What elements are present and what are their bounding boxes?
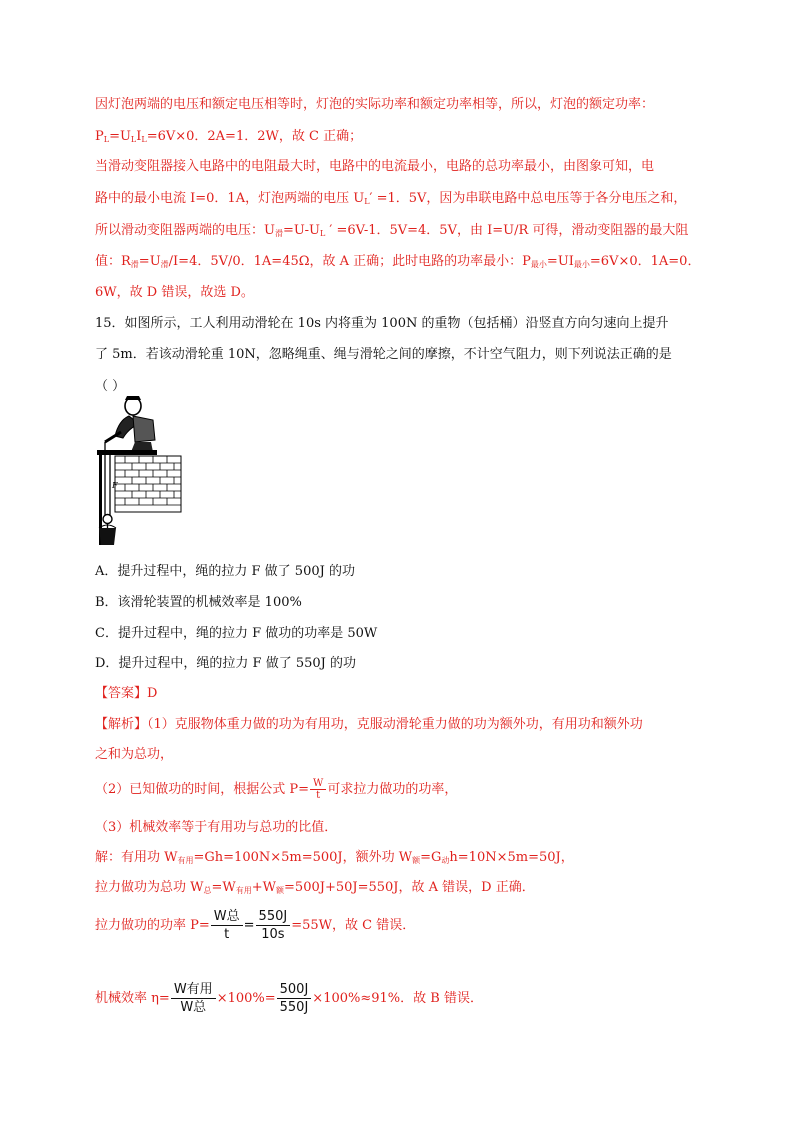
prev-solution-line-5: 所以滑动变阻器两端的电压：$U_滑=U-U_L$ ′ =6V-1．5V=4．5V，由 I=U/R 可得，滑动变阻器的最大阻 bbox=[95, 223, 689, 238]
pulley-figure bbox=[95, 376, 185, 548]
solution-line-1: 解：有用功 $W_{有用}=Gh=100N\times 5m=500J$，额外功 $W_额=G_动h=10N\times 5m=50J$， bbox=[95, 850, 574, 865]
pulley-illustration bbox=[95, 376, 185, 548]
power-fraction-1: $\frac{\text{W总}}{t}$ bbox=[211, 908, 243, 943]
prev-solution-line-6: 值：$R_滑=U_滑/I=4$．5V/0．1A=45Ω，故 A 正确；此时电路的功率最小：$P_{最小}=UI_{最小}=6V\times 0$．1A=0． bbox=[95, 254, 701, 269]
answer-label: 【答案】 bbox=[95, 686, 148, 701]
power-formula-fraction: $\frac{W}{t}$ bbox=[310, 778, 326, 801]
option-d: D．提升过程中，绳的拉力 F 做了 550J 的功 bbox=[95, 656, 356, 671]
efficiency-fraction-2: $\frac{500J}{550J}$ bbox=[277, 981, 312, 1016]
prev-solution-line-3: 当滑动变阻器接入电路中的电阻最大时，电路中的电流最小，电路的总功率最小，由图象可知，电 bbox=[95, 159, 655, 174]
analysis-line-3: （2）已知做功的时间，根据公式 P= $\frac{W}{t}$ 可求拉力做功的功率， bbox=[95, 778, 458, 801]
answer-line bbox=[95, 685, 157, 703]
option-b: B．该滑轮装置的机械效率是 100% bbox=[95, 595, 302, 610]
option-c: C．提升过程中，绳的拉力 F 做功的功率是 50W bbox=[95, 626, 378, 641]
question-line-1: 15．如图所示，工人利用动滑轮在 10s 内将重为 100N 的重物（包括桶）沿竖直方向匀速向上提升 bbox=[95, 316, 669, 331]
question-line-2: 了 5m．若该动滑轮重 10N，忽略绳重、绳与滑轮之间的摩擦，不计空气阻力，则下列说法正确的是 bbox=[95, 347, 672, 362]
force-label: F bbox=[112, 481, 118, 490]
analysis-line-2: 之和为总功， bbox=[95, 747, 174, 762]
solution-line-4: 机械效率 η= $\frac{\text{W有用}}{\text{W总}}$ ×100%= $\frac{500J}{550J}$ ×100%≈91%．故 B 错误． bbox=[95, 982, 483, 1015]
prev-solution-line-2: $P_L=U_LI_L=6V\times 0$．2A=1．2W，故 C 正确； bbox=[95, 129, 363, 144]
analysis-line-4: （3）机械效率等于有用功与总功的比值． bbox=[95, 820, 338, 835]
efficiency-fraction-1: $\frac{\text{W有用}}{\text{W总}}$ bbox=[171, 981, 216, 1016]
solution-line-3: 拉力做功的功率 P= $\frac{\text{W总}}{t}$ = $\frac{550J}{10s}$ =55W，故 C 错误． bbox=[95, 909, 416, 942]
power-fraction-2: $\frac{550J}{10s}$ bbox=[256, 908, 291, 943]
prev-solution-line-7: 6W，故 D 错误，故选 D。 bbox=[95, 285, 254, 300]
solution-line-2: 拉力做功为总功 $W_总=W_{有用}+W_额=500J+50J=550J$，故 A 错误，D 正确． bbox=[95, 880, 535, 895]
answer-value: D bbox=[147, 686, 158, 701]
prev-solution-line-4: 路中的最小电流 I=0．1A，灯泡两端的电压 $U_L' =1$．5V，因为串联电路中总电压等于各分电压之和， bbox=[95, 191, 687, 206]
analysis-line-1: 【解析】（1）克服物体重力做的功为有用功，克服动滑轮重力做的功为额外功，有用功和额外功 bbox=[95, 717, 643, 732]
prev-solution-line-1: 因灯泡两端的电压和额定电压相等时，灯泡的实际功率和额定功率相等，所以，灯泡的额定功率： bbox=[95, 97, 655, 112]
analysis-label: 【解析】 bbox=[95, 717, 148, 732]
question-line-3: （ ） bbox=[95, 379, 126, 394]
option-a: A．提升过程中，绳的拉力 F 做了 500J 的功 bbox=[95, 564, 355, 579]
